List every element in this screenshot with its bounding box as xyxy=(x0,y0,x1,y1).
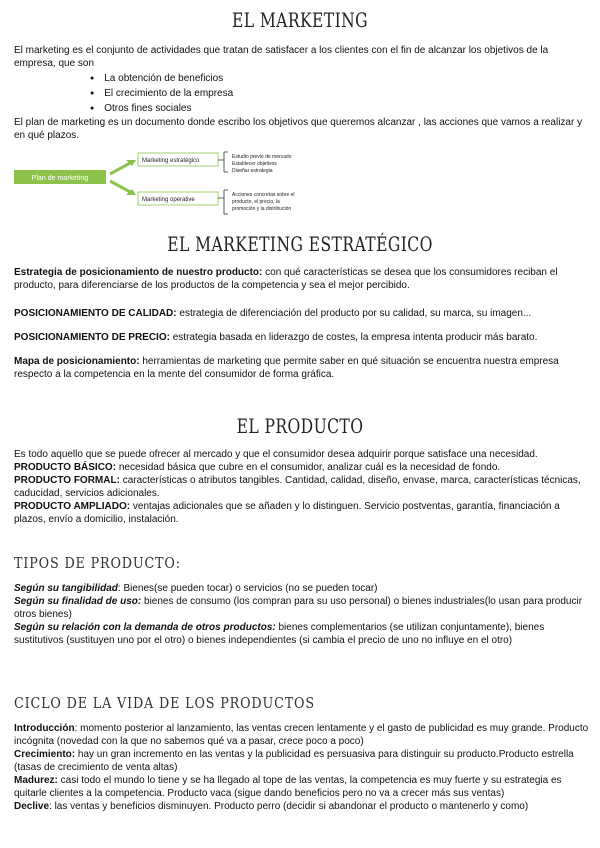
term: PRODUCTO BÁSICO: xyxy=(14,462,117,473)
operative-label: Marketing operative xyxy=(142,197,195,203)
price-paragraph xyxy=(14,331,592,344)
product-formal xyxy=(14,474,592,500)
marketing-intro: El marketing es el conjunto de actividades que tratan de satisfacer a los clientes con el fin de alcanzar los objetivos de la empresa, que son xyxy=(14,45,549,69)
product-types xyxy=(14,582,592,647)
list-item: Estudio previo de mercado xyxy=(232,154,292,160)
definition: con qué características se desea que los consumidores reciban el producto, para diferenciarse de los productos de la competencia y sea el mejor percibido. xyxy=(14,267,558,291)
definition: hay un gran incremento en las ventas y la publicidad es persuasiva para distinguir su producto.Producto estrella (tasas de crecimiento de venta altas) xyxy=(14,749,574,773)
objectives-list xyxy=(90,72,233,117)
plan-paragraph: El plan de marketing es un documento donde escribo los objetivos que queremos alcanzar , las acciones que vamos a realizar y en qué plazos. xyxy=(14,117,583,141)
definition: : las ventas y beneficios disminuyen. Producto perro (decidir si abandonar el producto o mantenerlo y como) xyxy=(49,801,529,812)
section-title-lifecycle: CICLO DE LA VIDA DE LOS PRODUCTOS xyxy=(14,694,315,712)
term: Mapa de posicionamiento: xyxy=(14,356,140,367)
definition: bienes complementarios (se utilizan conjuntamente), bienes sustitutivos (sustituyen uno por el otro) o bienes independientes (si cambia el precio de uno no influye en el otro) xyxy=(14,622,545,646)
term: Según su tangibilidad xyxy=(14,583,118,594)
term: Crecimiento: xyxy=(14,749,76,760)
definition: ventajas adicionales que se añaden y lo distinguen. Servicio postventas, garantía, financiación a plazos, envío a domicilio, instalación. xyxy=(14,501,560,525)
product-extended xyxy=(14,500,592,526)
definition: : momento posterior al lanzamiento, las ventas crecen lentamente y el gasto de publicidad es muy grande. Producto incógnita (novedad con la que no sabemos qué va a pasar, crece poco a poco) xyxy=(14,723,589,747)
stage-introduction xyxy=(14,722,592,748)
strategy-paragraph xyxy=(14,266,592,292)
list-item: ● Otros fines sociales xyxy=(90,102,233,117)
list-item: Establecer objetivos xyxy=(232,161,277,167)
type-tangibility xyxy=(14,582,592,595)
term: Madurez: xyxy=(14,775,58,786)
section-title-marketing: EL MARKETING xyxy=(231,8,369,32)
marketing-plan-diagram xyxy=(14,150,344,220)
section-title-product: EL PRODUCTO xyxy=(236,414,364,438)
product-lifecycle xyxy=(14,722,592,813)
term: PRODUCTO FORMAL: xyxy=(14,475,120,486)
term: Introducción xyxy=(14,723,75,734)
definition: estrategia de diferenciación del producto por su calidad, su marca, su imagen... xyxy=(176,308,532,319)
term: POSICIONAMIENTO DE CALIDAD: xyxy=(14,308,177,319)
type-demand xyxy=(14,621,592,647)
term: Estrategia de posicionamiento de nuestro producto: xyxy=(14,267,263,278)
stage-decline xyxy=(14,800,592,813)
list-item: ● La obtención de beneficios xyxy=(90,72,233,87)
list-item: promoción y la distribución xyxy=(232,206,292,212)
term: Según su relación con la demanda de otros productos: xyxy=(14,622,276,633)
term: POSICIONAMIENTO DE PRECIO: xyxy=(14,332,170,343)
list-item: Acciones concretas sobre el xyxy=(232,192,295,198)
term: PRODUCTO AMPLIADO: xyxy=(14,501,131,512)
definition: : Bienes(se pueden tocar) o servicios (no se pueden tocar) xyxy=(117,583,378,594)
quality-paragraph xyxy=(14,307,592,320)
type-purpose xyxy=(14,595,592,621)
stage-growth xyxy=(14,748,592,774)
stage-maturity xyxy=(14,774,592,800)
list-item: producto, el precio, la xyxy=(232,199,280,205)
list-item: Diseñar estrategia xyxy=(232,168,273,174)
definition: estrategia basada en liderazgo de costes, la empresa intenta producir más barato. xyxy=(169,332,538,343)
definition: herramientas de marketing que permite saber en qué situación se encuentra nuestra empresa respecto a la competencia en la mente del consumidor de forma gráfica. xyxy=(14,356,559,380)
definition: casi todo el mundo lo tiene y se ha llegado al tope de las ventas, la competencia es muy fuerte y su estrategia es quitarle clientes a la competencia. Producto vaca (sigue dando beneficios pero no va a crecer más sus ventas) xyxy=(14,775,562,799)
section-title-types: TIPOS DE PRODUCTO: xyxy=(14,554,181,572)
brackets xyxy=(218,152,228,214)
strategic-items xyxy=(232,154,293,174)
product-intro: Es todo aquello que se puede ofrecer al mercado y que el consumidor desea adquirir porque satisface una necesidad. xyxy=(14,449,538,460)
product-basic xyxy=(14,461,592,474)
definition: necesidad básica que cubre en el consumidor, analizar cuál es la necesidad de fondo. xyxy=(116,462,501,473)
map-paragraph xyxy=(14,355,592,381)
plan-root-label: Plan de marketing xyxy=(31,175,89,182)
definition: características o atributos tangibles. Cantidad, calidad, diseño, envase, marca, características técnicas, caducidad, servicios adicionales. xyxy=(14,475,581,499)
list-item: ● El crecimiento de la empresa xyxy=(90,87,233,102)
branch-arrows xyxy=(110,160,136,195)
definition: bienes de consumo (los compran para su uso personal) o bienes industriales(lo usan para producir otros bienes) xyxy=(14,596,583,620)
operative-items xyxy=(232,192,296,212)
strategic-label: Marketing estratégico xyxy=(142,158,200,164)
term: Según su finalidad de uso: xyxy=(14,596,142,607)
section-title-strategic: EL MARKETING ESTRATÉGICO xyxy=(167,232,433,256)
term: Declive xyxy=(14,801,50,812)
product-definitions xyxy=(14,448,592,526)
